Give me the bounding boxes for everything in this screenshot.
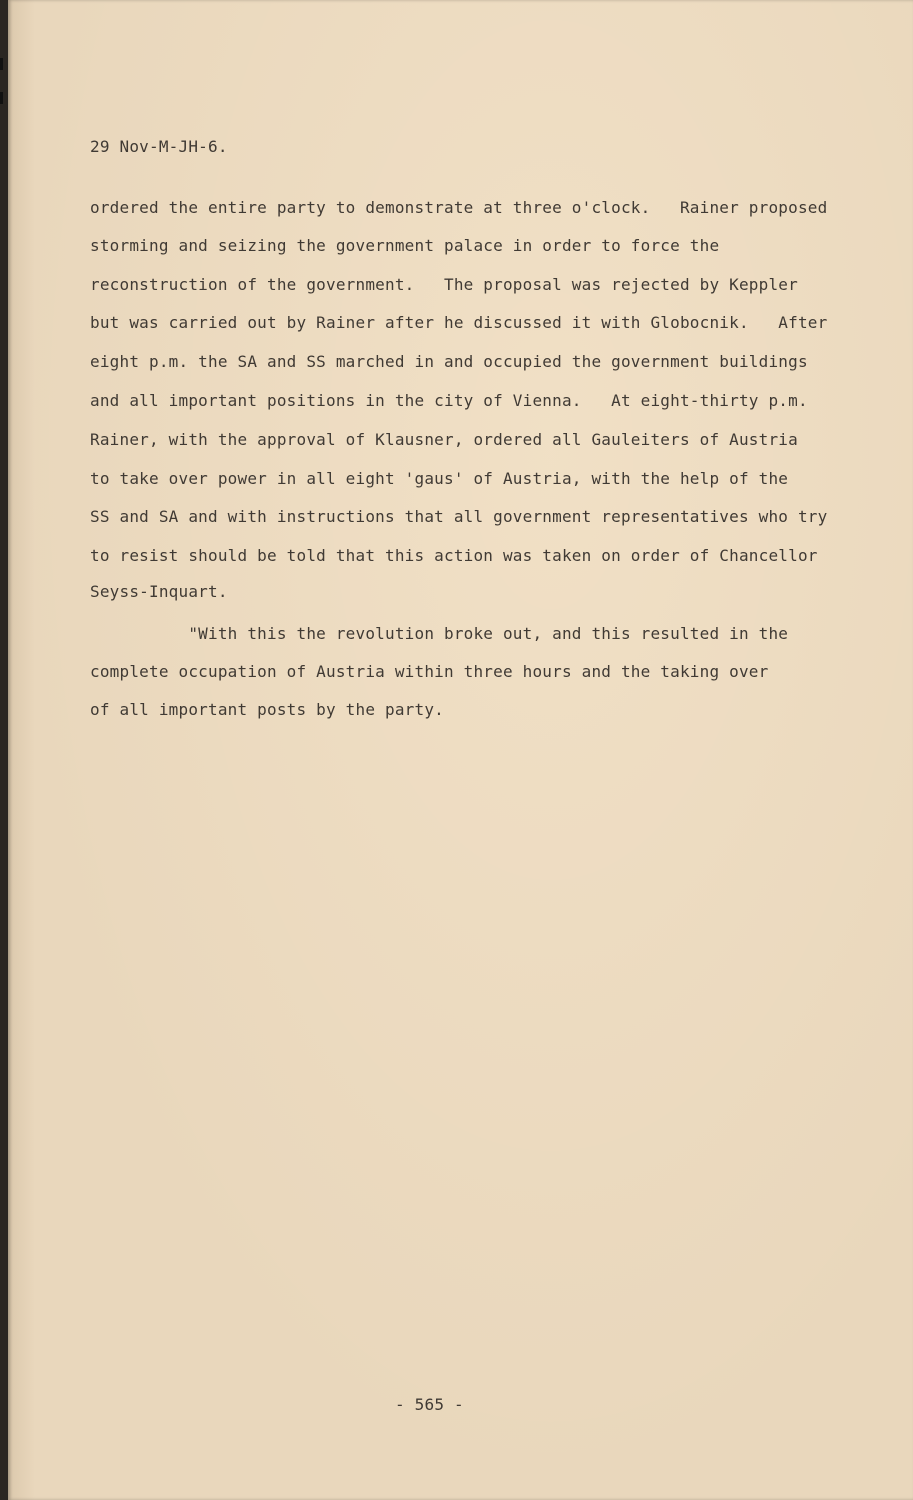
text-line: to resist should be told that this action was taken on order of Chancellor [90,546,818,565]
text-line: to take over power in all eight 'gaus' of Austria, with the help of the [90,469,789,488]
page-number: - 565 - [395,1395,464,1414]
text-line: Rainer, with the approval of Klausner, ordered all Gauleiters of Austria [90,430,798,449]
document-reference: 29 Nov-M-JH-6. [90,137,228,156]
text-line: complete occupation of Austria within three hours and the taking over [90,662,769,681]
binding-mark [0,92,3,104]
document-page [8,0,913,1500]
text-line: SS and SA and with instructions that all government representatives who try [90,507,828,526]
text-line: Seyss-Inquart. [90,582,228,601]
text-line: storming and seizing the government palace in order to force the [90,236,720,255]
text-line: but was carried out by Rainer after he discussed it with Globocnik. After [90,313,828,332]
text-line: ordered the entire party to demonstrate at three o'clock. Rainer proposed [90,198,828,217]
text-line: "With this the revolution broke out, and this resulted in the [90,624,789,643]
binding-mark [0,58,3,70]
text-line: reconstruction of the government. The proposal was rejected by Keppler [90,275,798,294]
text-line: of all important posts by the party. [90,700,444,719]
text-line: eight p.m. the SA and SS marched in and occupied the government buildings [90,352,808,371]
text-line: and all important positions in the city of Vienna. At eight-thirty p.m. [90,391,808,410]
